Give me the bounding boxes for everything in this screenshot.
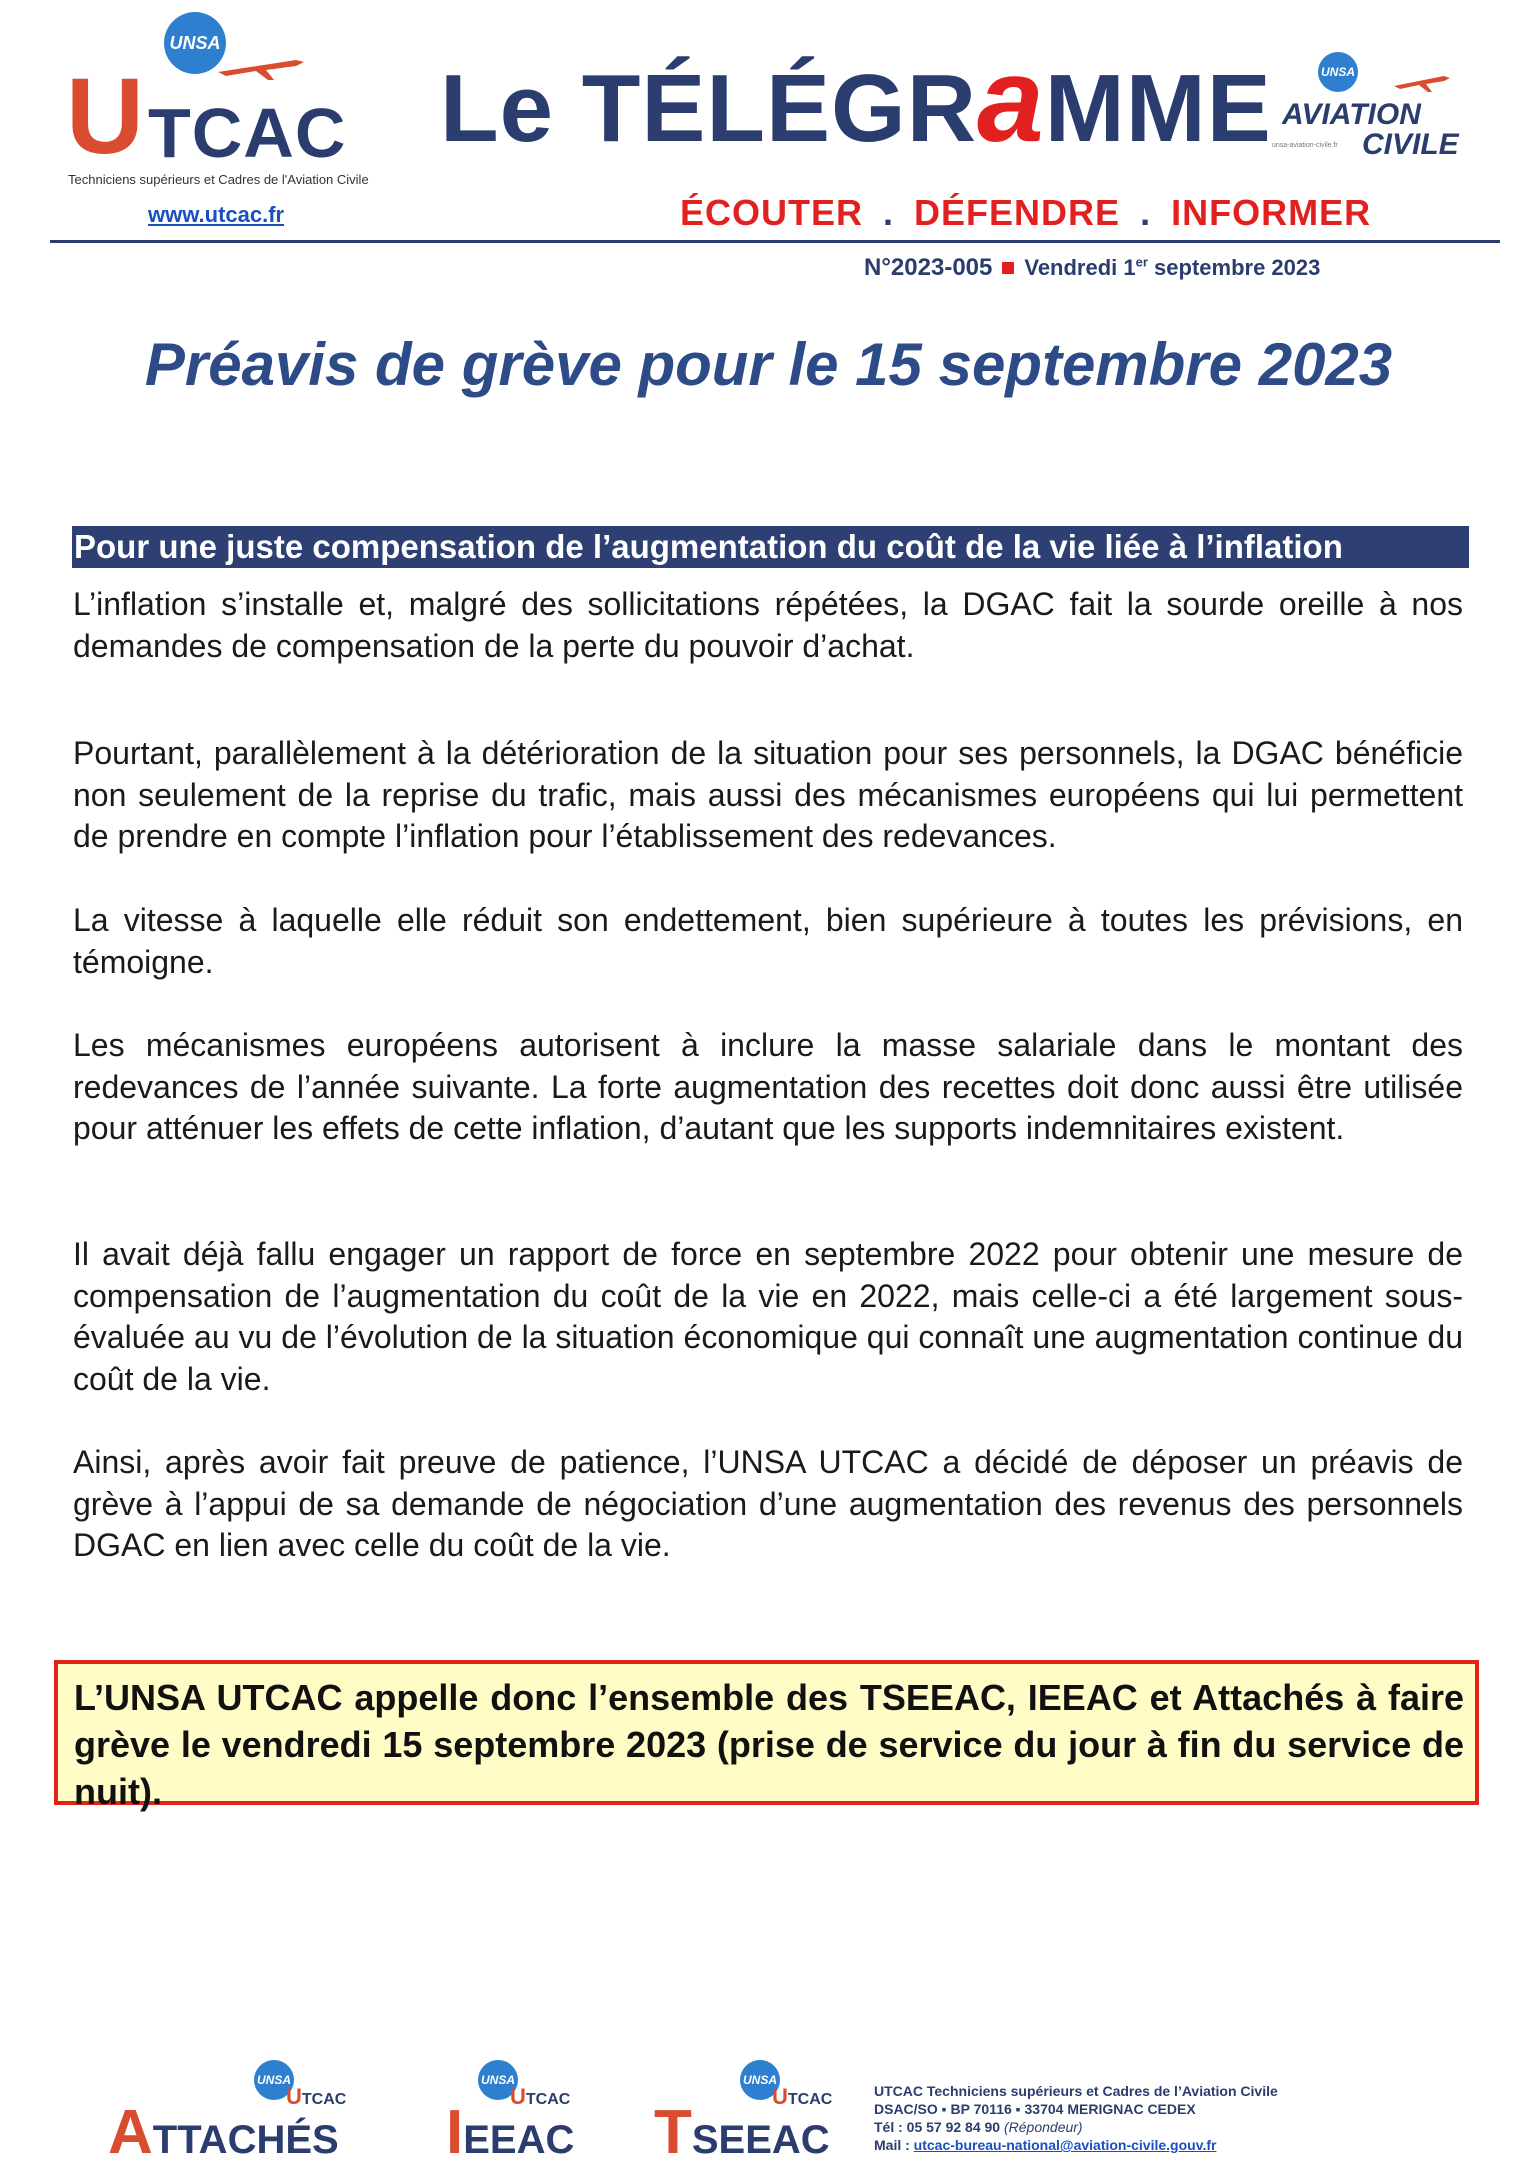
footer-org-name: UTCAC Techniciens supérieurs et Cadres de l’Aviation Civile xyxy=(874,2083,1278,2099)
airplane-icon xyxy=(216,52,306,82)
utcac-logo xyxy=(66,12,396,187)
aviation-civile-logo xyxy=(1262,50,1472,160)
unsa-badge-icon: UNSA xyxy=(164,12,226,74)
header-divider xyxy=(50,240,1500,243)
newsletter-title xyxy=(440,33,1272,167)
motto-item: DÉFENDRE xyxy=(914,192,1121,233)
ieeac-logo: UNSA UTCAC IEEAC xyxy=(446,2060,606,2160)
unsa-badge-icon: UNSA xyxy=(254,2060,294,2100)
unsa-badge-icon: UNSA xyxy=(1318,52,1358,92)
motto xyxy=(680,192,1371,234)
page-title: Préavis de grève pour le 15 septembre 2023 xyxy=(144,331,1393,398)
paragraph: Les mécanismes européens autorisent à inclure la masse salariale dans le montant des redevances de l’année suivante. La forte augmentation des recettes doit donc aussi être utilisée pour atténuer les effets de cette inflation, d’autant que les supports indemnitaires existent. xyxy=(73,1027,1463,1146)
issue-date: Vendredi 1er septembre 2023 xyxy=(1024,254,1321,280)
paragraph: Il avait déjà fallu engager un rapport de force en septembre 2022 pour obtenir une mesure de compensation de l’augmentation du coût de la vie en 2022, mais celle-ci a été largement sous-évaluée au vu de l’évolution de la situation économique qui connaît une augmentation continue du coût de la vie. xyxy=(73,1236,1463,1397)
separator-square-icon xyxy=(1002,262,1014,274)
footer-mail-link[interactable]: utcac-bureau-national@aviation-civile.gouv.fr xyxy=(913,2137,1217,2153)
website-link[interactable]: www.utcac.fr xyxy=(148,202,285,227)
paragraph: L’inflation s’installe et, malgré des sollicitations répétées, la DGAC fait la sourde oreille à nos demandes de compensation de la perte du pouvoir d’achat. xyxy=(73,586,1463,664)
section-heading: Pour une juste compensation de l’augmentation du coût de la vie liée à l’inflation xyxy=(72,526,1469,568)
footer-mail: Mail : utcac-bureau-national@aviation-civile.gouv.fr xyxy=(874,2137,1217,2153)
attaches-logo: UNSA UTCAC ATTACHÉS xyxy=(108,2060,368,2160)
issue-info xyxy=(864,254,1320,282)
newsletter-title-part2: MME xyxy=(1044,55,1272,162)
newsletter-title-part1: Le TÉLÉGR xyxy=(440,55,978,162)
motto-separator: . xyxy=(883,192,895,233)
utcac-logo-subtitle: Techniciens supérieurs et Cadres de l'Aviation Civile xyxy=(68,172,369,187)
paragraph: La vitesse à laquelle elle réduit son endettement, bien supérieure à toutes les prévisions, en témoigne. xyxy=(73,902,1463,980)
footer-contact xyxy=(874,2082,1434,2154)
strike-call-box xyxy=(54,1660,1479,1812)
paragraph: Ainsi, après avoir fait preuve de patience, l’UNSA UTCAC a décidé de déposer un préavis de grève à l’appui de sa demande de négociation d’une augmentation des revenus des personnels DGAC en lien avec celle du coût de la vie. xyxy=(73,1444,1463,1563)
motto-item: ÉCOUTER xyxy=(680,192,864,233)
airplane-icon xyxy=(1392,70,1452,94)
utcac-logo-text: TCAC xyxy=(148,94,347,172)
strike-call-text: L’UNSA UTCAC appelle donc l’ensemble des TSEEAC, IEEAC et Attachés à faire grève le vendredi 15 septembre 2023 (prise de service du jour à fin du service de nuit). xyxy=(74,1677,1464,1812)
aviation-logo-url: unsa-aviation-civile.fr xyxy=(1272,142,1338,149)
tseeac-logo: UNSA UTCAC TSEEAC xyxy=(654,2060,854,2160)
unsa-badge-icon: UNSA xyxy=(478,2060,518,2100)
paragraph: Pourtant, parallèlement à la détérioration de la situation pour ses personnels, la DGAC bénéficie non seulement de la reprise du trafic, mais aussi des mécanismes européens qui lui permettent de prendre en compte l’inflation pour l’établissement des redevances. xyxy=(73,735,1463,854)
newsletter-title-accent: a xyxy=(977,33,1045,167)
aviation-logo-line1: AVIATION xyxy=(1282,98,1421,131)
footer-address: DSAC/SO ▪ BP 70116 ▪ 33704 MERIGNAC CEDEX xyxy=(874,2101,1196,2117)
motto-item: INFORMER xyxy=(1171,192,1372,233)
issue-number: N°2023-005 xyxy=(864,254,993,281)
utcac-logo-u: U xyxy=(66,55,144,176)
footer-phone: Tél : 05 57 92 84 90 (Répondeur) xyxy=(874,2119,1083,2135)
unsa-badge-icon: UNSA xyxy=(740,2060,780,2100)
aviation-logo-line2: CIVILE xyxy=(1362,128,1459,161)
motto-separator: . xyxy=(1140,192,1152,233)
